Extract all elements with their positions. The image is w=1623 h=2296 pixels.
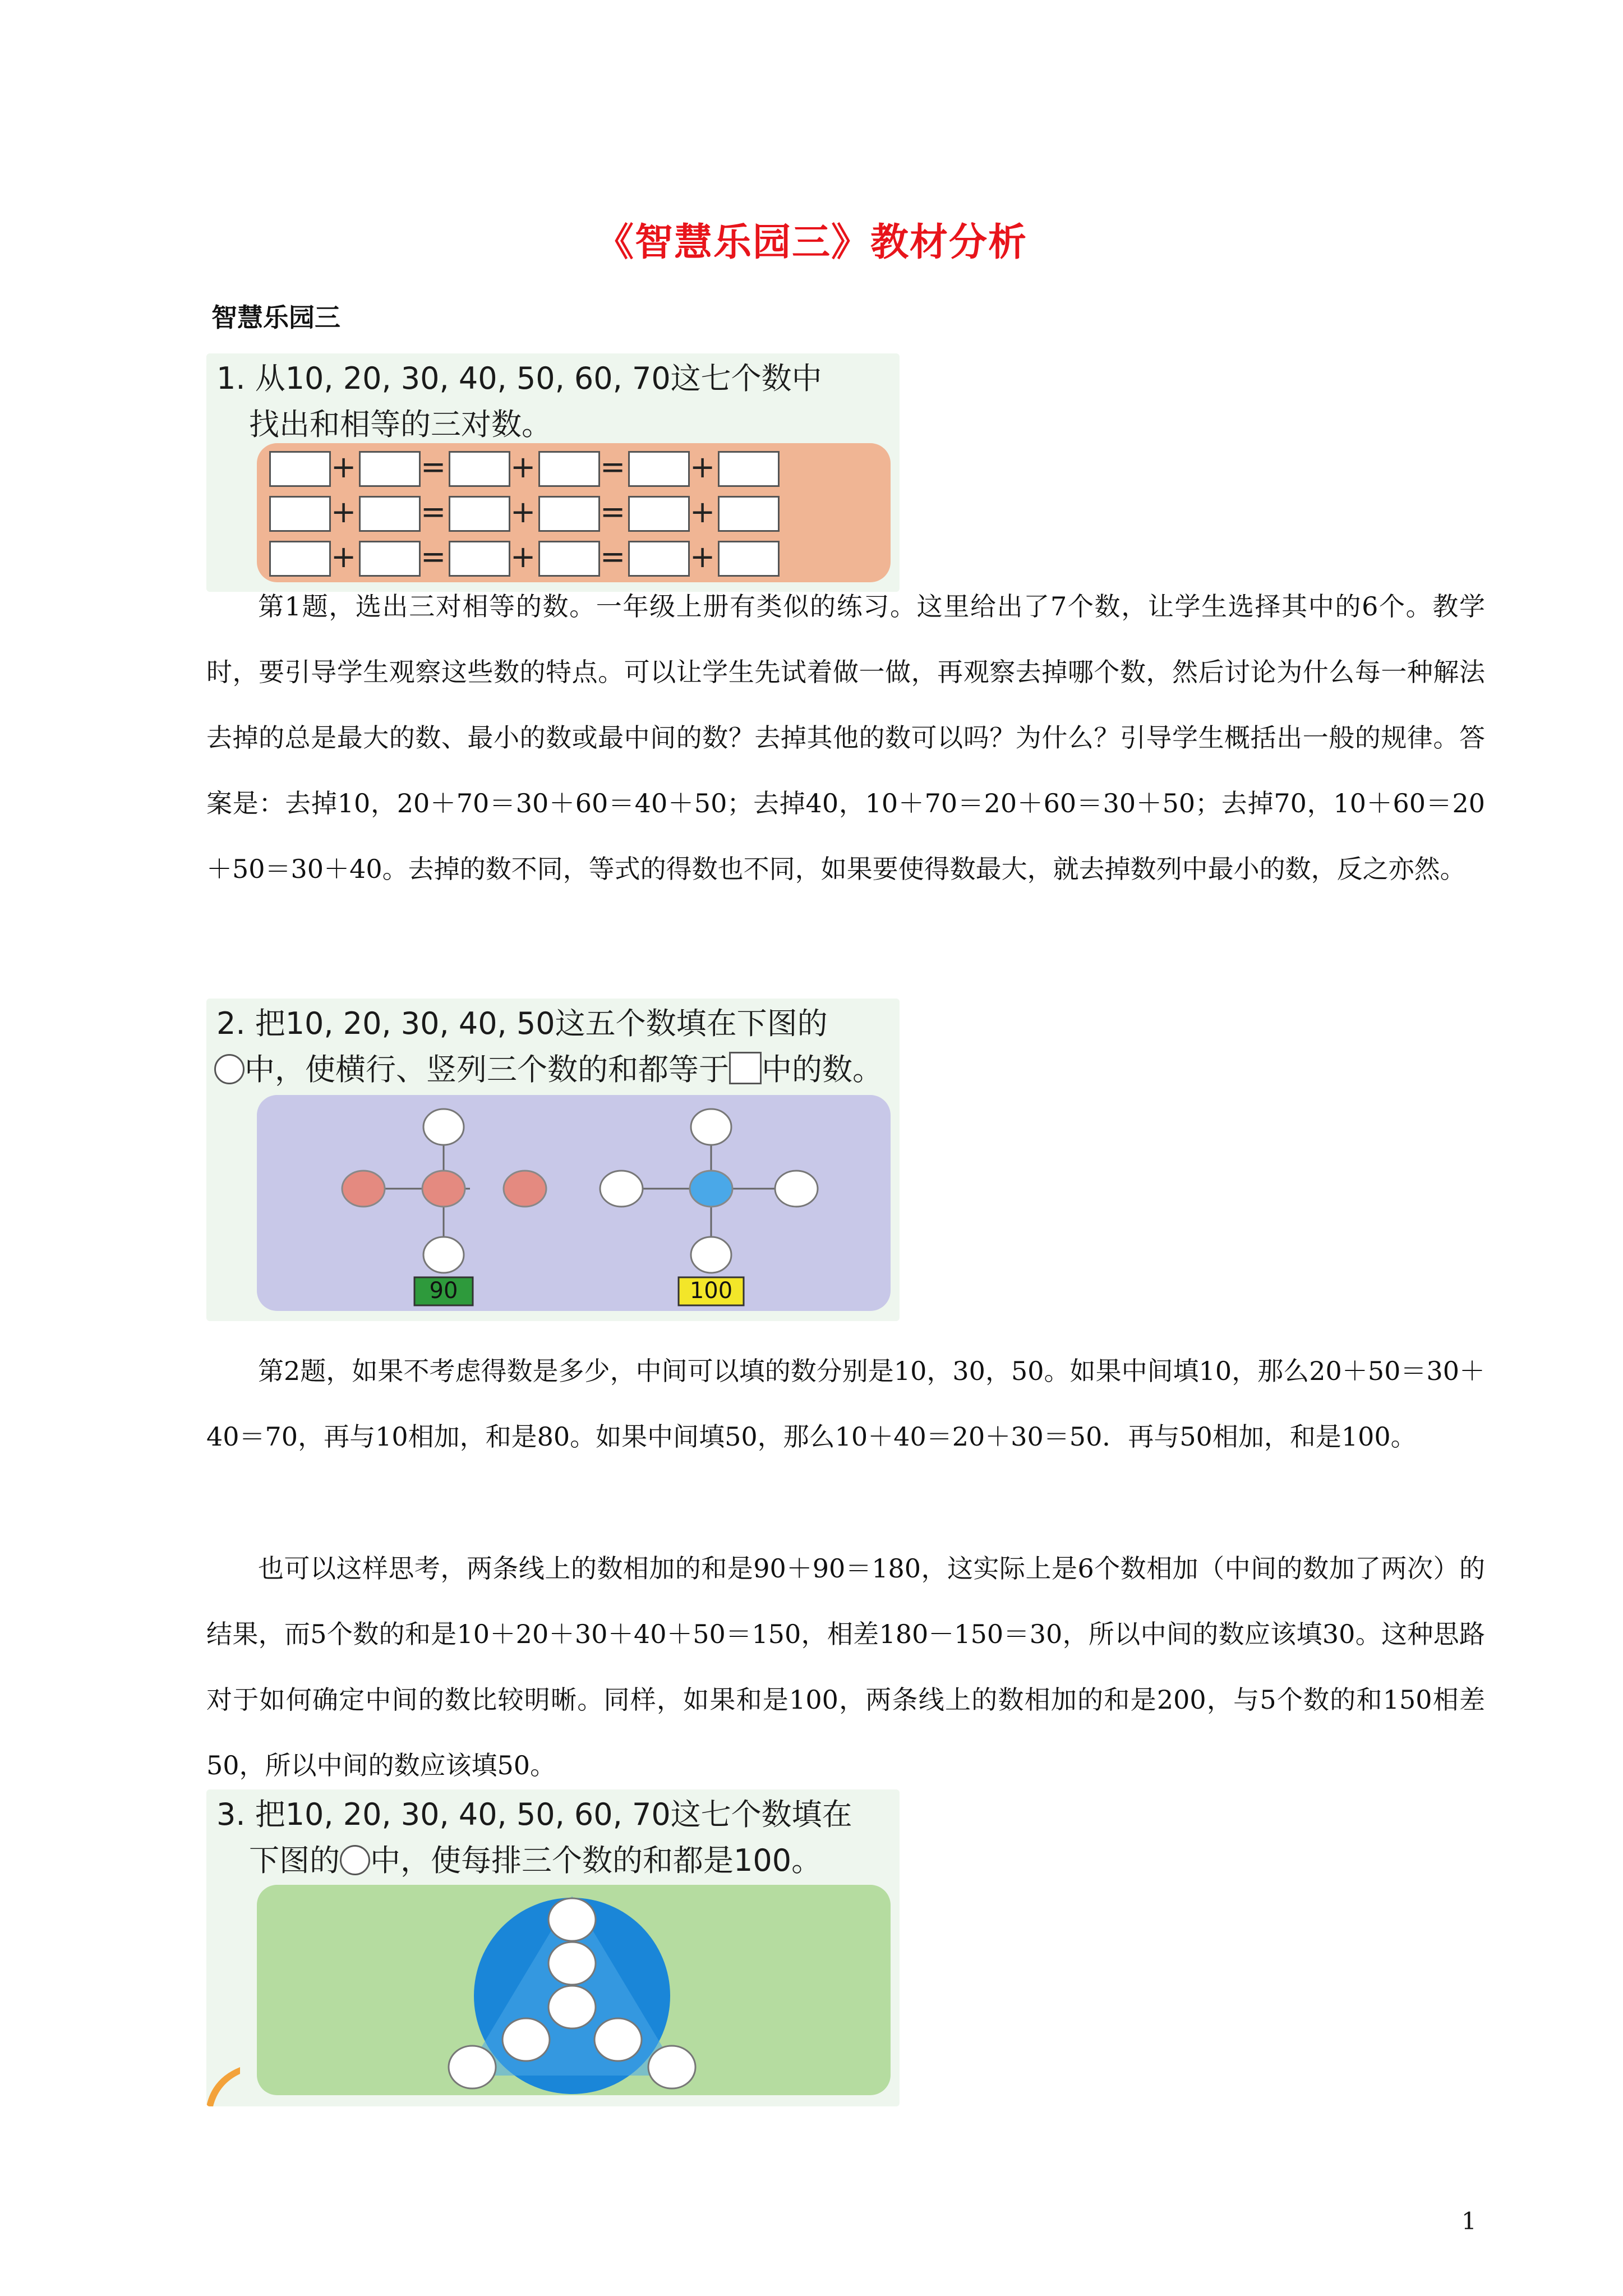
equals-sign: = (600, 539, 626, 574)
plus-sign: + (690, 449, 716, 485)
equals-sign: = (600, 449, 626, 485)
figure-2-question-line2 (214, 1049, 883, 1091)
answer-blank-box (538, 451, 600, 487)
circle-icon (214, 1054, 245, 1084)
section-heading: 智慧乐园三 (211, 302, 340, 333)
equals-sign: = (421, 539, 446, 574)
figure-3-line2-part-a: 下图的 (249, 1843, 340, 1878)
plus-sign: + (331, 494, 357, 530)
answer-blank-box (359, 451, 421, 487)
left-circle (342, 1171, 385, 1207)
plus-sign: + (510, 449, 536, 485)
answer-blank-box (538, 541, 600, 577)
paragraph-analysis-2: 第2题，如果不考虑得数是多少，中间可以填的数分别是10，30，50。如果中间填10，那么20＋50＝30＋40＝70，再与10相加，和是80。如果中间填50，那么10＋40＝20＋30＝50．再与50相加，和是100。 (206, 1356, 1485, 1452)
figure-1-answer-panel (257, 443, 891, 582)
answer-blank-box (628, 451, 690, 487)
figure-3-number: 3. (216, 1797, 246, 1832)
plus-sign: + (690, 539, 716, 574)
answer-blank-box (538, 496, 600, 532)
page-number: 1 (1461, 2207, 1477, 2235)
answer-blank-box (449, 541, 510, 577)
figure-2-question-line1 (216, 1003, 828, 1045)
top-circle (423, 1109, 464, 1145)
figure-3-line2-part-b: 中，使每排三个数的和都是100。 (370, 1843, 822, 1878)
figure-1 (206, 353, 900, 592)
plus-sign: + (510, 494, 536, 530)
answer-blank-box (718, 541, 780, 577)
figure-3-line1-text: 把10, 20, 30, 40, 50, 60, 70这七个数填在 (255, 1797, 852, 1832)
left-circle (600, 1171, 643, 1207)
answer-blank-box (628, 496, 690, 532)
plus-sign: + (510, 539, 536, 574)
plus-sign: + (331, 539, 357, 574)
equals-sign: = (600, 494, 626, 530)
bottom-circle (423, 1237, 464, 1273)
answer-blank-box (718, 451, 780, 487)
figure-2-number: 2. (216, 1006, 246, 1041)
answer-blank-box (628, 541, 690, 577)
figure-1-number: 1. (216, 361, 246, 396)
figure-2-line2-part-b: 中的数。 (762, 1052, 883, 1087)
answer-blank-box (718, 496, 780, 532)
answer-blank-box (269, 451, 331, 487)
plus-sign: + (690, 494, 716, 530)
answer-blank-box (359, 541, 421, 577)
target-left-label: 90 (429, 1278, 458, 1304)
answer-blank-box (269, 496, 331, 532)
circle-right-inner (594, 2018, 642, 2061)
figure-2-line1-text: 把10, 20, 30, 40, 50这五个数填在下图的 (255, 1006, 828, 1041)
right-circle (504, 1171, 546, 1207)
left-cross (342, 1109, 546, 1305)
figure-3-diagram-panel (257, 1885, 891, 2095)
answer-blank-box (269, 541, 331, 577)
figure-3 (206, 1789, 900, 2106)
circle-left-inner (502, 2018, 550, 2061)
answer-blank-box (359, 496, 421, 532)
page-corner-decoration (206, 2062, 240, 2106)
figure-3-question-line2 (249, 1840, 822, 1881)
circle-bottom-right (648, 2046, 695, 2088)
figure-2-diagram (257, 1095, 891, 1311)
right-circle (775, 1171, 818, 1207)
figure-2-line2-part-a: 中，使横行、竖列三个数的和都等于 (245, 1052, 729, 1087)
equals-sign: = (421, 494, 446, 530)
plus-sign: + (331, 449, 357, 485)
figure-1-line1-text: 从10, 20, 30, 40, 50, 60, 70这七个数中 (255, 361, 822, 396)
circle-top (548, 1898, 596, 1941)
bottom-circle (691, 1237, 731, 1273)
square-icon (729, 1052, 762, 1084)
answer-blank-box (449, 451, 510, 487)
figure-2 (206, 999, 900, 1321)
figure-1-question-line2: 找出和相等的三对数。 (249, 407, 552, 442)
circle-icon (340, 1845, 370, 1875)
paragraph-analysis-3: 也可以这样思考，两条线上的数相加的和是90＋90＝180，这实际上是6个数相加（中间的数加了两次）的结果，而5个数的和是10＋20＋30＋40＋50＝150，相差180－150＝30，所以中间的数应该填30。这种思路对于如何确定中间的数比较明晰。同样，如果和是100，两条线上的数相加的和是200，与5个数的和150相差50，所以中间的数应该填50。 (206, 1553, 1485, 1780)
right-cross (600, 1109, 818, 1305)
circle-center (548, 1986, 596, 2028)
circle-upper-middle (548, 1942, 596, 1985)
figure-3-question-line1 (216, 1794, 852, 1835)
paragraph-analysis-1: 第1题，选出三对相等的数。一年级上册有类似的练习。这里给出了7个数，让学生选择其中的6个。教学时，要引导学生观察这些数的特点。可以让学生先试着做一做，再观察去掉哪个数，然后讨论为什么每一种解法去掉的总是最大的数、最小的数或最中间的数？去掉其他的数可以吗？为什么？引导学生概括出一般的规律。答案是：去掉10，20＋70＝30＋60＝40＋50；去掉40，10＋70＝20＋60＝30＋50；去掉70，10＋60＝20＋50＝30＋40。去掉的数不同，等式的得数也不同，如果要使得数最大，就去掉数列中最小的数，反之亦然。 (206, 591, 1485, 884)
figure-2-diagram-panel (257, 1095, 891, 1311)
center-circle (690, 1171, 732, 1207)
center-circle (422, 1171, 465, 1207)
document-title: 《智慧乐园三》教材分析 (595, 220, 1027, 265)
equals-sign: = (421, 449, 446, 485)
figure-3-diagram (257, 1885, 891, 2095)
answer-blank-box (449, 496, 510, 532)
target-right-label: 100 (689, 1278, 733, 1304)
circle-bottom-left (449, 2046, 496, 2088)
top-circle (691, 1109, 731, 1145)
figure-1-question-line1 (216, 358, 822, 399)
